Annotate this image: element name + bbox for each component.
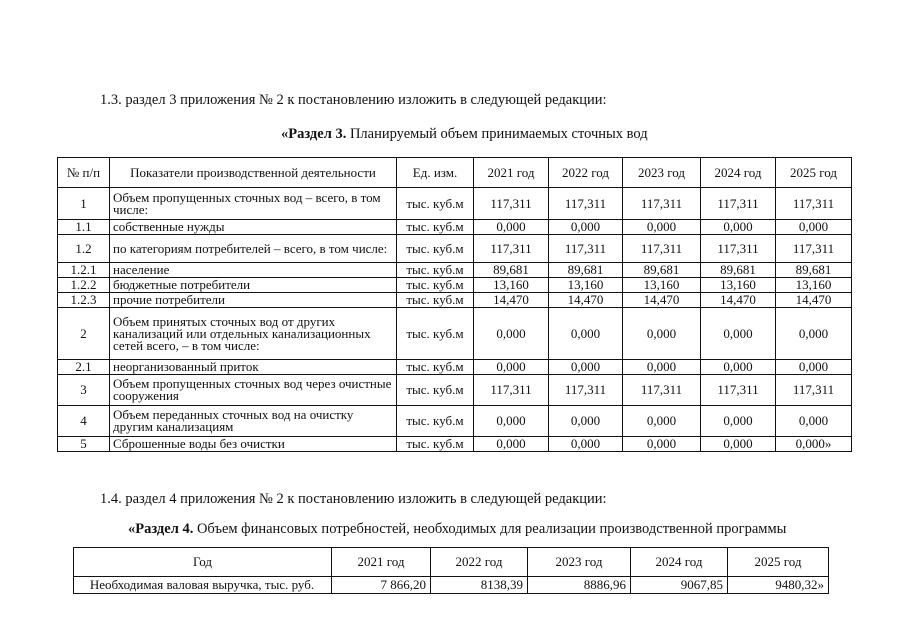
row-indicator: бюджетные потребители	[110, 278, 397, 293]
row-number: 1.1	[58, 220, 110, 235]
cell-value: 8886,96	[528, 577, 631, 594]
table-row	[58, 406, 852, 437]
cell-value: 0,000	[623, 360, 701, 375]
table-row	[58, 437, 852, 452]
section-3-heading-bold: «Раздел 3.	[281, 126, 347, 142]
cell-value: 14,470	[701, 293, 776, 308]
cell-value: 7 866,20	[332, 577, 431, 594]
row-number: 5	[58, 437, 110, 452]
cell-value: 0,000	[623, 406, 701, 437]
row-number: 1.2.1	[58, 263, 110, 278]
cell-value: 89,681	[623, 263, 701, 278]
cell-value: 117,311	[623, 375, 701, 406]
table-row	[58, 278, 852, 293]
header-num: № п/п	[58, 158, 110, 188]
row-unit: тыс. куб.м	[397, 220, 474, 235]
cell-value: 0,000	[474, 437, 549, 452]
cell-value: 0,000	[776, 406, 852, 437]
header-year: Год	[74, 548, 332, 577]
cell-value: 0,000	[623, 308, 701, 360]
cell-value: 0,000	[701, 406, 776, 437]
cell-value: 117,311	[623, 188, 701, 220]
financial-needs-table	[73, 547, 829, 594]
row-number: 2	[58, 308, 110, 360]
header-year-2021: 2021 год	[332, 548, 431, 577]
table-row	[58, 188, 852, 220]
cell-value: 13,160	[776, 278, 852, 293]
cell-value: 89,681	[776, 263, 852, 278]
cell-value: 0,000	[549, 437, 623, 452]
cell-value: 14,470	[776, 293, 852, 308]
cell-value: 13,160	[474, 278, 549, 293]
cell-value: 89,681	[474, 263, 549, 278]
row-indicator: Объем пропущенных сточных вод через очистные сооружения	[110, 375, 397, 406]
cell-value: 117,311	[474, 375, 549, 406]
cell-value: 0,000	[474, 406, 549, 437]
paragraph-1-4: 1.4. раздел 4 приложения № 2 к постановлению изложить в следующей редакции:	[100, 491, 607, 507]
row-indicator: Сброшенные воды без очистки	[110, 437, 397, 452]
row-number: 2.1	[58, 360, 110, 375]
cell-value: 0,000	[549, 360, 623, 375]
header-year-2023: 2023 год	[528, 548, 631, 577]
table-row	[58, 293, 852, 308]
cell-value: 0,000	[701, 308, 776, 360]
row-unit: тыс. куб.м	[397, 375, 474, 406]
table-row	[58, 360, 852, 375]
row-unit: тыс. куб.м	[397, 308, 474, 360]
row-unit: тыс. куб.м	[397, 437, 474, 452]
row-unit: тыс. куб.м	[397, 188, 474, 220]
wastewater-volume-table	[57, 157, 852, 452]
cell-value: 0,000»	[776, 437, 852, 452]
cell-value: 0,000	[623, 437, 701, 452]
row-unit: тыс. куб.м	[397, 235, 474, 263]
cell-value: 0,000	[701, 360, 776, 375]
row-number: 1	[58, 188, 110, 220]
row-number: 1.2	[58, 235, 110, 263]
section-3-heading	[281, 126, 648, 143]
row-indicator: по категориям потребителей – всего, в том числе:	[110, 235, 397, 263]
header-unit: Ед. изм.	[397, 158, 474, 188]
cell-value: 14,470	[623, 293, 701, 308]
header-year-2025: 2025 год	[776, 158, 852, 188]
row-number: 4	[58, 406, 110, 437]
cell-value: 0,000	[474, 308, 549, 360]
cell-value: 13,160	[701, 278, 776, 293]
row-indicator: Объем пропущенных сточных вод – всего, в том числе:	[110, 188, 397, 220]
cell-value: 14,470	[474, 293, 549, 308]
section-3-heading-text: Планируемый объем принимаемых сточных вод	[346, 126, 648, 142]
row-label: Необходимая валовая выручка, тыс. руб.	[74, 577, 332, 594]
cell-value: 117,311	[701, 375, 776, 406]
section-4-heading	[128, 521, 786, 538]
table-row	[58, 235, 852, 263]
table-header-row	[58, 158, 852, 188]
cell-value: 0,000	[549, 220, 623, 235]
cell-value: 117,311	[549, 375, 623, 406]
cell-value: 0,000	[474, 360, 549, 375]
table-header-row	[74, 548, 829, 577]
cell-value: 0,000	[701, 437, 776, 452]
paragraph-1-3: 1.3. раздел 3 приложения № 2 к постановлению изложить в следующей редакции:	[100, 92, 607, 108]
cell-value: 89,681	[549, 263, 623, 278]
cell-value: 0,000	[474, 220, 549, 235]
row-unit: тыс. куб.м	[397, 278, 474, 293]
cell-value: 117,311	[474, 188, 549, 220]
header-year-2021: 2021 год	[474, 158, 549, 188]
section-4-heading-bold: «Раздел 4.	[128, 521, 194, 537]
cell-value: 117,311	[701, 188, 776, 220]
row-indicator: Объем принятых сточных вод от других канализаций или отдельных канализационных сетей всего, – в том числе:	[110, 308, 397, 360]
cell-value: 9480,32»	[728, 577, 829, 594]
table-row	[58, 220, 852, 235]
cell-value: 13,160	[549, 278, 623, 293]
header-year-2024: 2024 год	[701, 158, 776, 188]
row-unit: тыс. куб.м	[397, 360, 474, 375]
row-indicator: население	[110, 263, 397, 278]
cell-value: 0,000	[549, 308, 623, 360]
cell-value: 0,000	[776, 308, 852, 360]
cell-value: 117,311	[549, 188, 623, 220]
table-row	[58, 308, 852, 360]
header-year-2023: 2023 год	[623, 158, 701, 188]
row-indicator: прочие потребители	[110, 293, 397, 308]
cell-value: 117,311	[776, 375, 852, 406]
cell-value: 117,311	[474, 235, 549, 263]
row-number: 1.2.3	[58, 293, 110, 308]
cell-value: 8138,39	[431, 577, 528, 594]
cell-value: 117,311	[623, 235, 701, 263]
cell-value: 13,160	[623, 278, 701, 293]
table-row	[58, 375, 852, 406]
row-indicator: Объем переданных сточных вод на очистку другим канализациям	[110, 406, 397, 437]
row-indicator: неорганизованный приток	[110, 360, 397, 375]
cell-value: 117,311	[776, 235, 852, 263]
row-number: 1.2.2	[58, 278, 110, 293]
header-year-2022: 2022 год	[549, 158, 623, 188]
row-unit: тыс. куб.м	[397, 406, 474, 437]
cell-value: 9067,85	[631, 577, 728, 594]
cell-value: 0,000	[549, 406, 623, 437]
section-4-heading-text: Объем финансовых потребностей, необходимых для реализации производственной программы	[193, 521, 787, 537]
cell-value: 0,000	[776, 360, 852, 375]
table-row	[74, 577, 829, 594]
header-year-2024: 2024 год	[631, 548, 728, 577]
row-unit: тыс. куб.м	[397, 263, 474, 278]
cell-value: 117,311	[701, 235, 776, 263]
cell-value: 89,681	[701, 263, 776, 278]
header-year-2022: 2022 год	[431, 548, 528, 577]
row-indicator: собственные нужды	[110, 220, 397, 235]
cell-value: 0,000	[776, 220, 852, 235]
header-indicator: Показатели производственной деятельности	[110, 158, 397, 188]
cell-value: 14,470	[549, 293, 623, 308]
cell-value: 0,000	[623, 220, 701, 235]
cell-value: 117,311	[549, 235, 623, 263]
cell-value: 117,311	[776, 188, 852, 220]
row-unit: тыс. куб.м	[397, 293, 474, 308]
header-year-2025: 2025 год	[728, 548, 829, 577]
table-row	[58, 263, 852, 278]
row-number: 3	[58, 375, 110, 406]
cell-value: 0,000	[701, 220, 776, 235]
